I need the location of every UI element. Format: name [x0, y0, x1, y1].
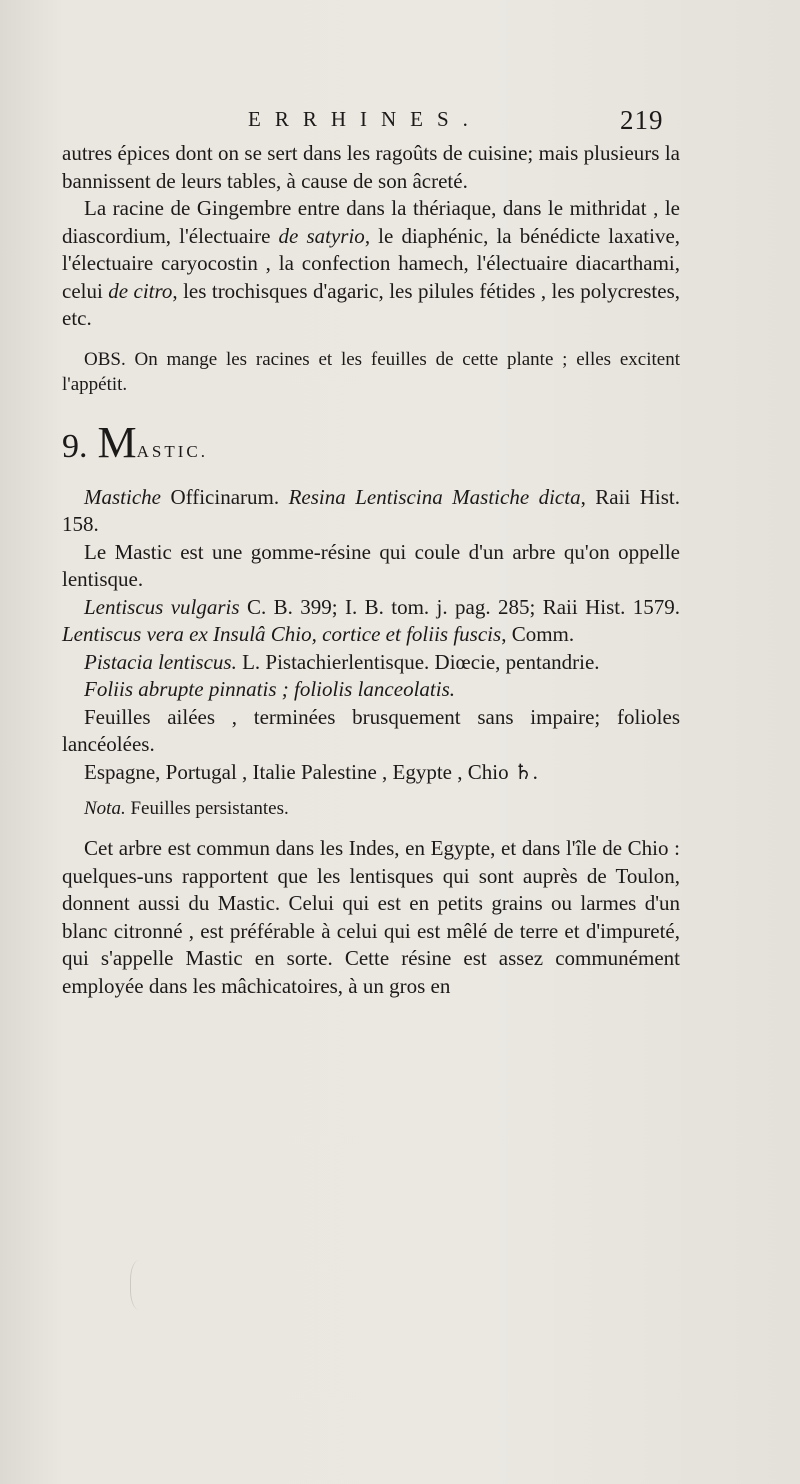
syn3-text: C. B. 399; I. B. tom. j. pag. 285; Raii Hist. 1579.: [246, 594, 680, 619]
paragraph-gingembre: [62, 195, 680, 333]
syn1-text-b: , Raii Hist. 158.: [62, 484, 681, 536]
syn3-italic: Lentiscus vulgaris: [84, 594, 240, 619]
nota-italic: Nota.: [84, 798, 126, 819]
syn3-text-b: , Comm.: [501, 622, 575, 646]
p2-text-c: , les trochisques d'agaric, les pilules fétides , les polycrestes, etc.: [62, 278, 680, 330]
nota-text: Feuilles persistantes.: [130, 798, 289, 819]
syn5-italic: Foliis abrupte pinnatis ; foliolis lanceolatis.: [84, 677, 455, 701]
section-title-rest: ASTIC.: [136, 441, 208, 461]
p2-italic-1: de satyrio: [278, 223, 365, 248]
syn4-italic: Pistacia lentiscus.: [84, 649, 237, 674]
paper-mark: [130, 1260, 153, 1310]
section-initial: M: [97, 417, 137, 467]
synonym-2: Le Mastic est une gomme-résine qui coule d'un arbre qu'on oppelle lentisque.: [62, 539, 680, 591]
synonym-3: [62, 594, 680, 649]
paragraph-continued: autres épices dont on se sert dans les ragoûts de cuisine; mais plusieurs la bannissent de leurs tables, à cause de son âcreté.: [62, 141, 680, 193]
section-number: 9.: [62, 427, 88, 465]
synonym-4: [62, 649, 680, 677]
observation-note: OBS. On mange les racines et les feuilles de cette plante ; elles excitent l'appétit.: [62, 348, 680, 395]
synonym-5: [62, 676, 680, 704]
final-paragraph: Cet arbre est commun dans les Indes, en Egypte, et dans l'île de Chio : quelques-uns rapportent que les lentisques qui sont auprès de Toulon, donnent aussi du Mastic. Celui qui est en petits grains ou larmes d'un blanc citronné , est préférable à celui qui est mêlé de terre et d'impureté, qui s'appelle Mastic en sorte. Cette résine est assez communément employée dans les mâchicatoires, à un gros en: [62, 836, 680, 998]
section-heading: [62, 417, 680, 474]
nota-line: [62, 796, 680, 821]
running-title: ERRHINES.: [248, 107, 482, 131]
synonym-1: [62, 484, 680, 539]
syn1-italic-2: Resina Lentiscina Mastiche dicta: [288, 484, 581, 509]
page-header: [0, 104, 800, 144]
synonym-7: Espagne, Portugal , Italie Palestine , Egypte , Chio ♄.: [84, 759, 538, 784]
p2-text-b: , le diaphénic, la bénédicte laxative, l'électuaire caryocostin , la confection hamech, l'électuaire diacarthami, celui: [62, 223, 681, 303]
syn3-italic-2: Lentiscus vera ex Insulâ Chio, cortice et foliis fuscis: [62, 622, 502, 646]
syn1-text: Officinarum.: [170, 484, 280, 509]
syn4-text: L. Pistachierlentisque. Diœcie, pentandrie.: [242, 649, 600, 674]
syn1-italic: Mastiche: [84, 484, 161, 509]
synonym-6: Feuilles ailées , terminées brusquement sans impaire; folioles lancéolées.: [62, 704, 680, 756]
page-number: 219: [620, 105, 664, 135]
p2-text: La racine de Gingembre entre dans la thériaque, dans le mithridat , le diascordium, l'électuaire: [62, 196, 680, 248]
p2-italic-2: de citro: [108, 278, 173, 303]
body-text: [62, 140, 680, 1000]
